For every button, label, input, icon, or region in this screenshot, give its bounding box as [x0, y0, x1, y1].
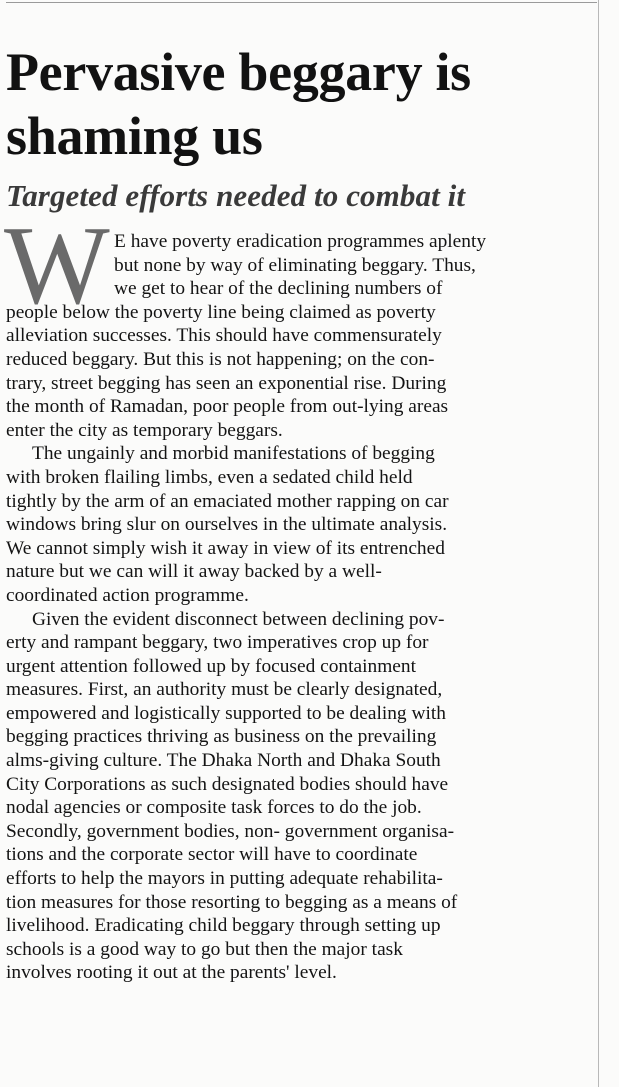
body-line: schools is a good way to go but then the major task — [6, 938, 403, 960]
body-line: measures. First, an authority must be clearly designated, — [6, 679, 443, 701]
body-line: City Corporations as such designated bodies should have — [6, 773, 449, 795]
body-line: alleviation successes. This should have commensurately — [6, 325, 442, 347]
body-line: with broken flailing limbs, even a sedated child held — [6, 466, 413, 488]
body-line: erty and rampant beggary, two imperatives crop up for — [6, 632, 429, 654]
body-line: coordinated action programme. — [6, 584, 249, 606]
body-line: people below the poverty line being claimed as poverty — [6, 301, 436, 323]
body-line: tion measures for those resorting to begging as a means of — [6, 891, 458, 913]
body-line: we get to hear of the declining numbers of — [114, 278, 443, 300]
body-line: alms-giving culture. The Dhaka North and Dhaka South — [6, 750, 441, 772]
subheadline: Targeted efforts needed to combat it — [6, 178, 466, 213]
body-line: nature but we can will it away backed by a well- — [6, 561, 382, 583]
body-line: The ungainly and morbid manifestations of begging — [32, 443, 435, 465]
body-line: tions and the corporate sector will have to coordinate — [6, 844, 418, 866]
body-line: efforts to help the mayors in putting adequate rehabilita- — [6, 868, 443, 890]
body-line: trary, street begging has seen an exponential rise. During — [6, 372, 447, 394]
body-line: enter the city as temporary beggars. — [6, 419, 283, 441]
top-divider — [6, 2, 597, 3]
body-line: We cannot simply wish it away in view of its entrenched — [6, 537, 445, 559]
body-line: urgent attention followed up by focused containment — [6, 655, 416, 677]
body-line: tightly by the arm of an emaciated mother rapping on car — [6, 490, 449, 512]
body-line: begging practices thriving as business on the prevailing — [6, 726, 437, 748]
body-line: Given the evident disconnect between declining pov- — [32, 608, 445, 630]
article-body — [6, 230, 598, 985]
body-line: empowered and logistically supported to be dealing with — [6, 702, 446, 724]
body-line: but none by way of eliminating beggary. Thus, — [114, 254, 476, 276]
column-divider — [598, 0, 599, 1087]
body-line: reduced beggary. But this is not happening; on the con- — [6, 348, 435, 370]
body-line: nodal agencies or composite task forces to do the job. — [6, 797, 422, 819]
body-line: livelihood. Eradicating child beggary through setting up — [6, 915, 441, 937]
body-line: involves rooting it out at the parents' level. — [6, 962, 337, 984]
body-line: E have poverty eradication programmes aplenty — [114, 231, 487, 252]
headline — [6, 40, 596, 168]
drop-cap: W — [4, 204, 106, 328]
body-line: Secondly, government bodies, non- government organisa- — [6, 820, 455, 842]
body-line: windows bring slur on ourselves in the ultimate analysis. — [6, 514, 448, 536]
headline-line: Pervasive beggary is — [6, 42, 471, 102]
headline-line: shaming us — [6, 106, 263, 166]
body-line: the month of Ramadan, poor people from out-lying areas — [6, 396, 449, 418]
